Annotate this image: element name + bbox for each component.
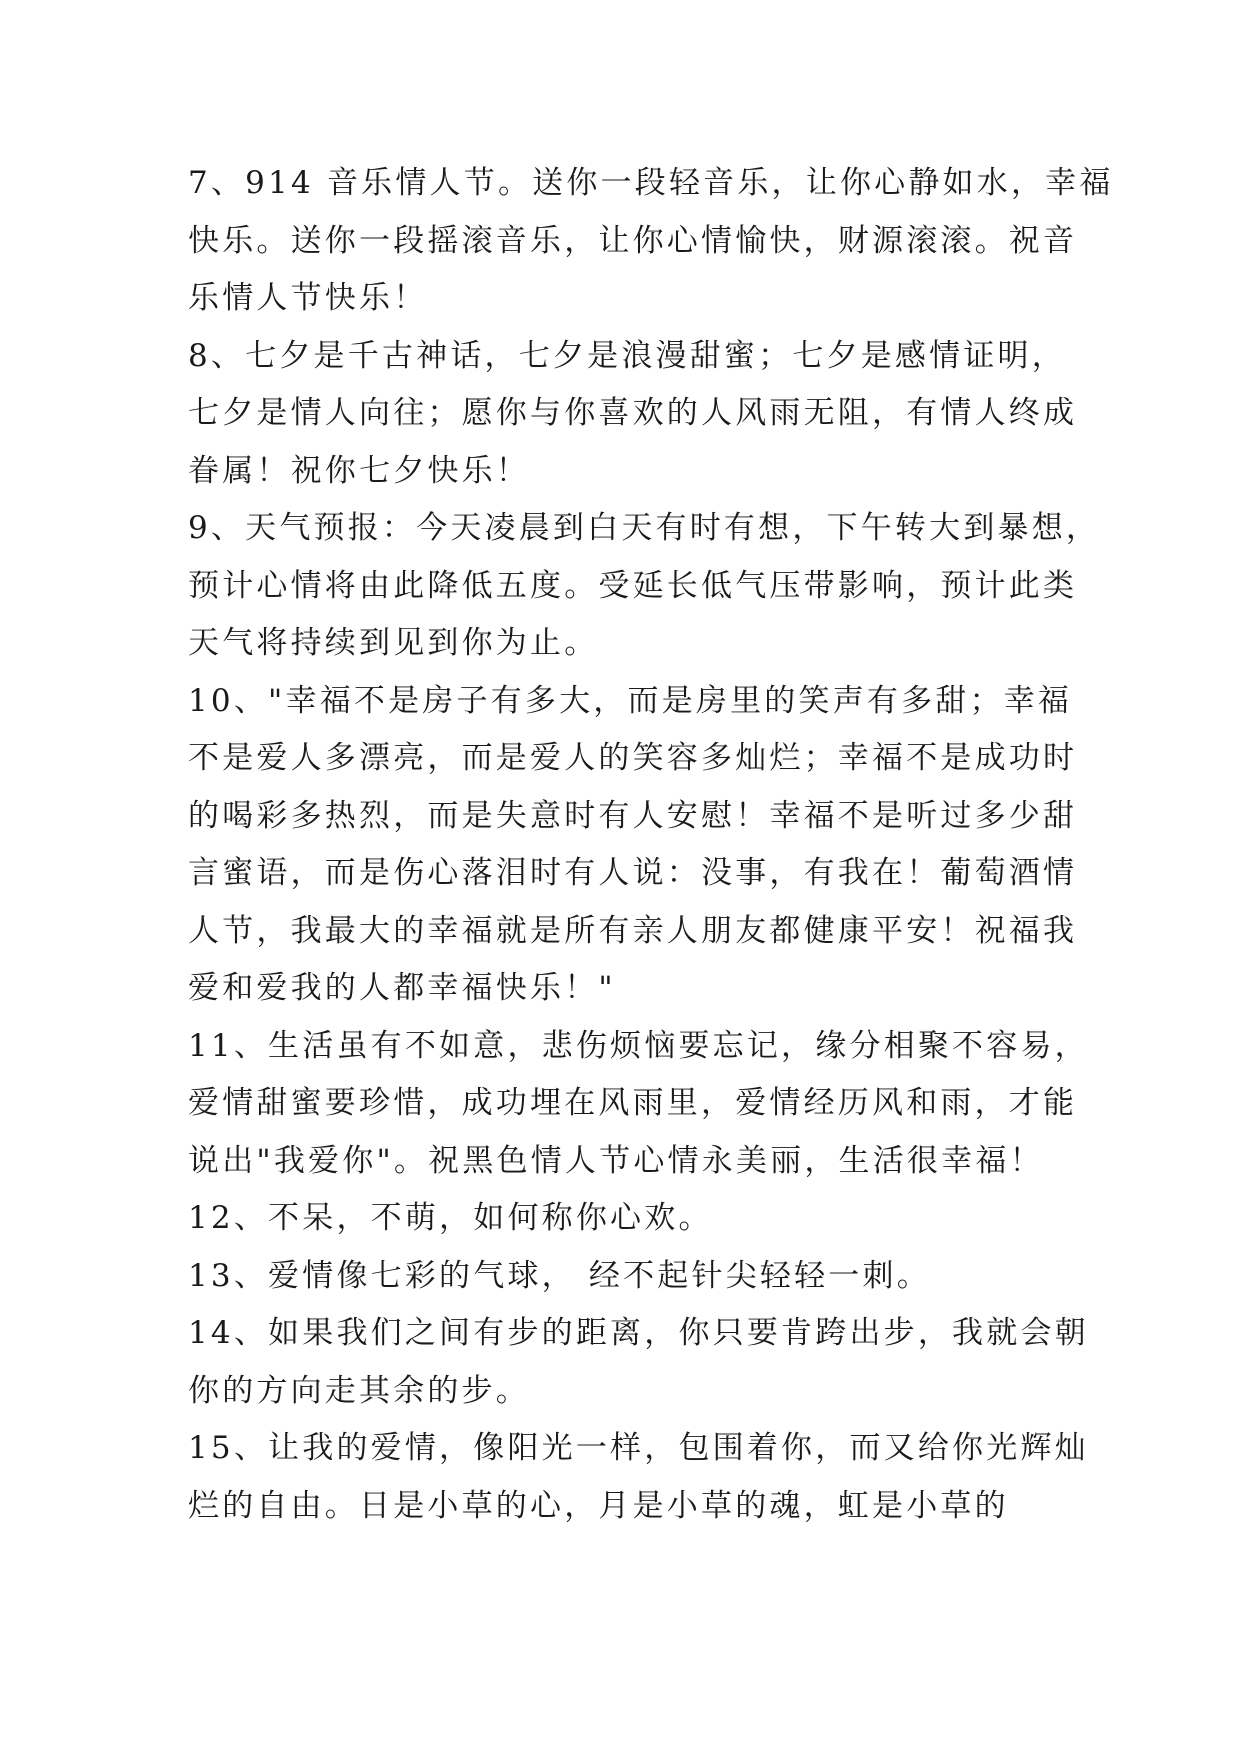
text-line: 乐情人节快乐！ <box>188 280 428 316</box>
text-line: 预计心情将由此降低五度。受延长低气压带影响，预计此类 <box>188 567 1078 604</box>
text-line: 爱和爱我的人都幸福快乐！" <box>188 970 616 1006</box>
text-line: 你的方向走其余的步。 <box>188 1372 530 1409</box>
text-line: 7、914 音乐情人节。送你一段轻音乐，让你心静如水，幸福 <box>188 165 1114 201</box>
text-line: 天气将持续到见到你为止。 <box>188 625 599 661</box>
text-line: 人节，我最大的幸福就是所有亲人朋友都健康平安！祝福我 <box>188 912 1078 949</box>
text-line: 眷属！祝你七夕快乐！ <box>188 452 530 489</box>
text-line: 12、不呆，不萌，如何称你心欢。 <box>188 1200 713 1236</box>
text-line: 14、如果我们之间有步的距离，你只要肯跨出步，我就会朝 <box>188 1315 1089 1351</box>
text-line: 言蜜语，而是伤心落泪时有人说：没事，有我在！葡萄酒情 <box>188 855 1078 891</box>
text-line: 七夕是情人向往；愿你与你喜欢的人风雨无阻，有情人终成 <box>188 395 1078 431</box>
text-line: 15、让我的爱情，像阳光一样，包围着你，而又给你光辉灿 <box>188 1430 1089 1466</box>
text-line: 爱情甜蜜要珍惜，成功埋在风雨里，爱情经历风和雨，才能 <box>188 1085 1078 1121</box>
text-line: 快乐。送你一段摇滚音乐，让你心情愉快，财源滚滚。祝音 <box>188 222 1078 259</box>
text-line: 11、生活虽有不如意，悲伤烦恼要忘记，缘分相聚不容易， <box>188 1027 1089 1064</box>
document-body <box>188 155 1114 1535</box>
text-line: 9、天气预报：今天凌晨到白天有时有想，下午转大到暴想， <box>188 510 1101 546</box>
text-line: 说出"我爱你"。祝黑色情人节心情永美丽，生活很幸福！ <box>188 1142 1044 1179</box>
text-line: 烂的自由。日是小草的心，月是小草的魂，虹是小草的 <box>188 1487 1009 1524</box>
text-line: 的喝彩多热烈，而是失意时有人安慰！幸福不是听过多少甜 <box>188 797 1078 834</box>
text-line: 不是爱人多漂亮，而是爱人的笑容多灿烂；幸福不是成功时 <box>188 740 1078 776</box>
text-line: 8、七夕是千古神话，七夕是浪漫甜蜜；七夕是感情证明， <box>188 337 1066 374</box>
text-line: 10、"幸福不是房子有多大，而是房里的笑声有多甜；幸福 <box>188 682 1073 719</box>
text-line: 13、爱情像七彩的气球， 经不起针尖轻轻一刺。 <box>188 1257 931 1294</box>
